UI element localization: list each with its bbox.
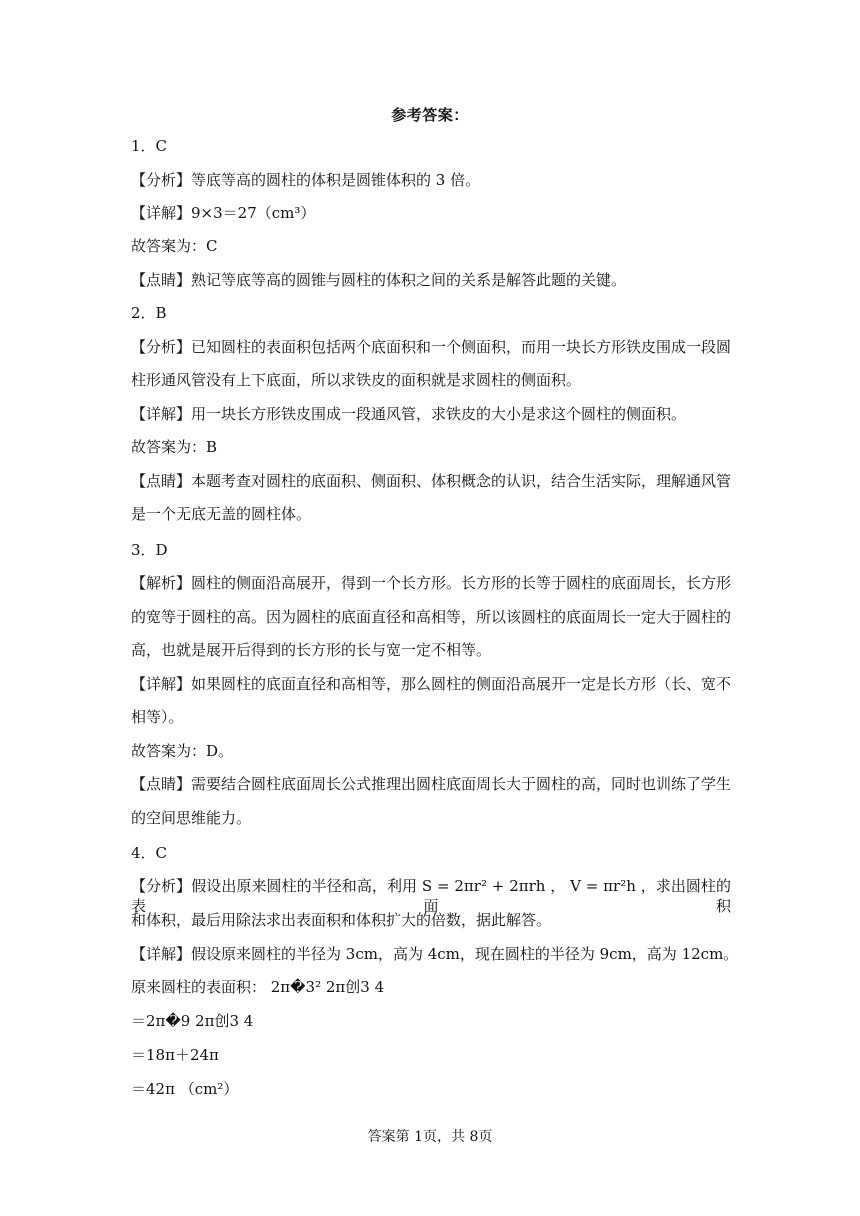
solution-line: 相等）。 <box>131 708 184 726</box>
calculation-line: ＝18π＋24π <box>131 1046 219 1064</box>
comment-line: 【点睛】熟记等底等高的圆锥与圆柱的体积之间的关系是解答此题的关键。 <box>131 271 627 289</box>
question-number: 2．B <box>131 304 167 322</box>
comment-line: 【点睛】本题考查对圆柱的底面积、侧面积、体积概念的认识，结合生活实际，理解通风管 <box>131 472 732 490</box>
calculation-line: ＝2π�9 2π创3 4 <box>131 1012 254 1030</box>
explanation-line: 高，也就是展开后得到的长方形的长与宽一定不相等。 <box>131 641 492 659</box>
answer-line: 故答案为：C <box>131 237 218 255</box>
page-title: 参考答案： <box>391 106 469 124</box>
solution-line: 【详解】假设原来圆柱的半径为 3cm，高为 4cm，现在圆柱的半径为 9cm，高为 12cm。 <box>131 945 739 963</box>
calculation-line: 原来圆柱的表面积： 2π�3² 2π创3 4 <box>131 978 385 996</box>
solution-line: 【详解】用一块长方形铁皮围成一段通风管，求铁皮的大小是求这个圆柱的侧面积。 <box>131 405 687 423</box>
comment-line: 的空间思维能力。 <box>131 809 252 827</box>
calculation-line: ＝42π （cm²） <box>131 1080 239 1098</box>
analysis-line: 【分析】假设出原来圆柱的半径和高，利用 S = 2πr² + 2πrh ， V = πr²h ，求出圆柱的表面积 <box>131 877 731 915</box>
answer-line: 故答案为：D。 <box>131 742 234 760</box>
analysis-line: 和体积，最后用除法求出表面积和体积扩大的倍数，据此解答。 <box>131 911 552 929</box>
page-footer: 答案第 1页，共 8页 <box>367 1129 493 1145</box>
question-number: 3．D <box>131 541 168 559</box>
explanation-line: 【解析】圆柱的侧面沿高展开，得到一个长方形。长方形的长等于圆柱的底面周长，长方形 <box>131 574 732 592</box>
analysis-line: 柱形通风管没有上下底面，所以求铁皮的面积就是求圆柱的侧面积。 <box>131 371 582 389</box>
solution-line: 【详解】9×3＝27（cm³） <box>131 204 316 222</box>
comment-line: 【点睛】需要结合圆柱底面周长公式推理出圆柱底面周长大于圆柱的高，同时也训练了学生 <box>131 775 732 793</box>
analysis-line: 【分析】已知圆柱的表面积包括两个底面积和一个侧面积，而用一块长方形铁皮围成一段圆 <box>131 338 732 356</box>
question-number: 4．C <box>131 844 168 862</box>
explanation-line: 的宽等于圆柱的高。因为圆柱的底面直径和高相等，所以该圆柱的底面周长一定大于圆柱的 <box>131 608 732 626</box>
question-number: 1．C <box>131 137 168 155</box>
comment-line: 是一个无底无盖的圆柱体。 <box>131 505 312 523</box>
answer-line: 故答案为：B <box>131 438 218 456</box>
solution-line: 【详解】如果圆柱的底面直径和高相等，那么圆柱的侧面沿高展开一定是长方形（长、宽不 <box>131 675 732 693</box>
analysis-line: 【分析】等底等高的圆柱的体积是圆锥体积的 3 倍。 <box>131 171 481 189</box>
